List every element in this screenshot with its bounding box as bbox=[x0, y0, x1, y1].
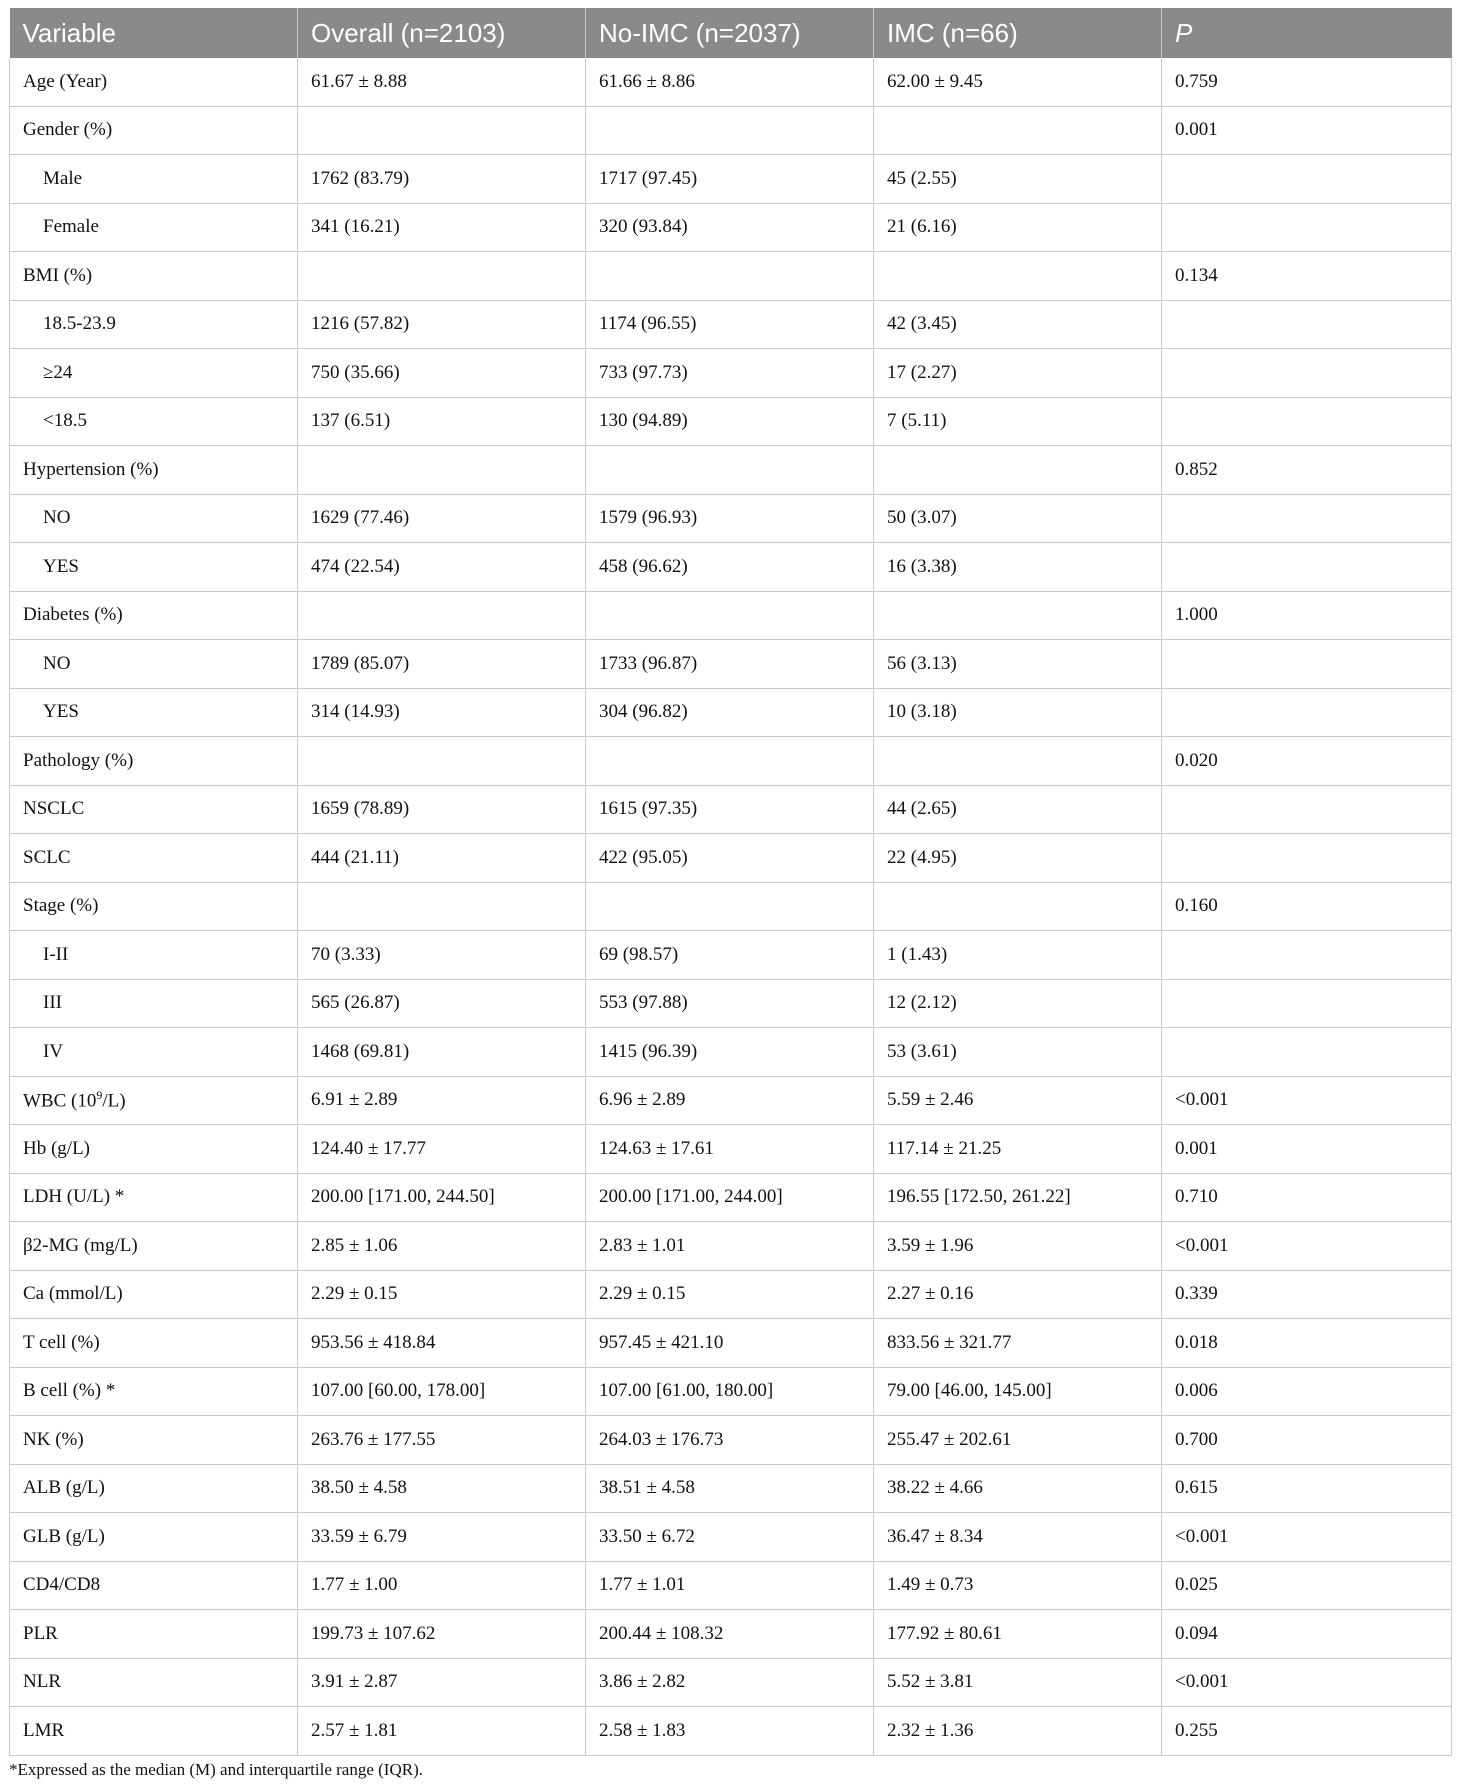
table-body bbox=[10, 58, 1452, 1755]
table-row bbox=[10, 785, 1452, 834]
cell-p-value: 0.134 bbox=[1162, 252, 1452, 301]
cell-imc: 17 (2.27) bbox=[874, 349, 1162, 398]
cell-imc: 833.56 ± 321.77 bbox=[874, 1319, 1162, 1368]
cell-overall: 1659 (78.89) bbox=[298, 785, 586, 834]
table-row bbox=[10, 1416, 1452, 1465]
table-row bbox=[10, 300, 1452, 349]
cell-p-value: 0.094 bbox=[1162, 1610, 1452, 1659]
cell-variable: NLR bbox=[10, 1658, 298, 1707]
cell-imc: 12 (2.12) bbox=[874, 979, 1162, 1028]
cell-imc: 7 (5.11) bbox=[874, 397, 1162, 446]
variable-unit-suffix: /L) bbox=[102, 1090, 126, 1112]
table-row bbox=[10, 58, 1452, 106]
cell-overall: 38.50 ± 4.58 bbox=[298, 1464, 586, 1513]
cell-overall: 1468 (69.81) bbox=[298, 1028, 586, 1077]
table-row bbox=[10, 737, 1452, 786]
cell-imc bbox=[874, 591, 1162, 640]
table-row bbox=[10, 252, 1452, 301]
table-row bbox=[10, 1076, 1452, 1125]
cell-p-value: 0.001 bbox=[1162, 1125, 1452, 1174]
cell-no-imc: 553 (97.88) bbox=[586, 979, 874, 1028]
cell-no-imc: 1733 (96.87) bbox=[586, 640, 874, 689]
cell-imc: 255.47 ± 202.61 bbox=[874, 1416, 1162, 1465]
cell-variable: Gender (%) bbox=[10, 106, 298, 155]
cell-imc bbox=[874, 737, 1162, 786]
cell-imc: 5.59 ± 2.46 bbox=[874, 1076, 1162, 1125]
cell-overall: 953.56 ± 418.84 bbox=[298, 1319, 586, 1368]
table-row bbox=[10, 155, 1452, 204]
cell-no-imc bbox=[586, 106, 874, 155]
header-p-value: P bbox=[1175, 17, 1193, 48]
cell-variable: NK (%) bbox=[10, 1416, 298, 1465]
cell-no-imc: 458 (96.62) bbox=[586, 543, 874, 592]
cell-variable: B cell (%) * bbox=[10, 1367, 298, 1416]
cell-overall: 124.40 ± 17.77 bbox=[298, 1125, 586, 1174]
cell-overall: 341 (16.21) bbox=[298, 203, 586, 252]
cell-imc: 62.00 ± 9.45 bbox=[874, 58, 1162, 106]
cell-overall bbox=[298, 591, 586, 640]
table-row bbox=[10, 1367, 1452, 1416]
cell-variable: BMI (%) bbox=[10, 252, 298, 301]
cell-p-value bbox=[1162, 640, 1452, 689]
cell-no-imc: 124.63 ± 17.61 bbox=[586, 1125, 874, 1174]
cell-imc: 2.32 ± 1.36 bbox=[874, 1707, 1162, 1756]
cell-p-value: 0.700 bbox=[1162, 1416, 1452, 1465]
cell-p-value: 0.710 bbox=[1162, 1173, 1452, 1222]
cell-overall: 200.00 [171.00, 244.50] bbox=[298, 1173, 586, 1222]
cell-overall: 444 (21.11) bbox=[298, 834, 586, 883]
table-row bbox=[10, 931, 1452, 980]
cell-imc bbox=[874, 106, 1162, 155]
table-row bbox=[10, 494, 1452, 543]
cell-overall: 33.59 ± 6.79 bbox=[298, 1513, 586, 1562]
cell-no-imc: 3.86 ± 2.82 bbox=[586, 1658, 874, 1707]
cell-p-value: <0.001 bbox=[1162, 1658, 1452, 1707]
cell-variable: Diabetes (%) bbox=[10, 591, 298, 640]
cell-imc: 45 (2.55) bbox=[874, 155, 1162, 204]
cell-overall: 6.91 ± 2.89 bbox=[298, 1076, 586, 1125]
cell-no-imc: 1717 (97.45) bbox=[586, 155, 874, 204]
cell-no-imc: 264.03 ± 176.73 bbox=[586, 1416, 874, 1465]
table-row bbox=[10, 1125, 1452, 1174]
cell-variable: GLB (g/L) bbox=[10, 1513, 298, 1562]
cell-no-imc: 2.29 ± 0.15 bbox=[586, 1270, 874, 1319]
cell-overall: 1629 (77.46) bbox=[298, 494, 586, 543]
table-row bbox=[10, 640, 1452, 689]
cell-variable: NSCLC bbox=[10, 785, 298, 834]
cell-imc: 2.27 ± 0.16 bbox=[874, 1270, 1162, 1319]
cell-overall: 1762 (83.79) bbox=[298, 155, 586, 204]
cell-p-value: 0.006 bbox=[1162, 1367, 1452, 1416]
table-row bbox=[10, 1561, 1452, 1610]
table-footnote: *Expressed as the median (M) and interquartile range (IQR). bbox=[9, 1760, 423, 1779]
cell-overall: 3.91 ± 2.87 bbox=[298, 1658, 586, 1707]
cell-imc: 5.52 ± 3.81 bbox=[874, 1658, 1162, 1707]
cell-imc: 36.47 ± 8.34 bbox=[874, 1513, 1162, 1562]
header-variable: Variable bbox=[10, 8, 298, 58]
table-row bbox=[10, 1464, 1452, 1513]
table-row bbox=[10, 979, 1452, 1028]
cell-p-value bbox=[1162, 931, 1452, 980]
table-row bbox=[10, 688, 1452, 737]
cell-overall bbox=[298, 737, 586, 786]
cell-variable: ALB (g/L) bbox=[10, 1464, 298, 1513]
cell-imc: 56 (3.13) bbox=[874, 640, 1162, 689]
cell-no-imc: 733 (97.73) bbox=[586, 349, 874, 398]
cell-overall bbox=[298, 446, 586, 495]
table-row bbox=[10, 446, 1452, 495]
characteristics-table bbox=[9, 8, 1452, 1756]
cell-imc: 22 (4.95) bbox=[874, 834, 1162, 883]
cell-variable: NO bbox=[10, 494, 298, 543]
cell-p-value bbox=[1162, 688, 1452, 737]
cell-variable: Pathology (%) bbox=[10, 737, 298, 786]
cell-p-value bbox=[1162, 543, 1452, 592]
cell-no-imc: 1415 (96.39) bbox=[586, 1028, 874, 1077]
cell-imc: 177.92 ± 80.61 bbox=[874, 1610, 1162, 1659]
cell-no-imc bbox=[586, 591, 874, 640]
cell-p-value bbox=[1162, 155, 1452, 204]
table-row bbox=[10, 1270, 1452, 1319]
header-overall: Overall (n=2103) bbox=[298, 8, 586, 58]
cell-p-value: 0.759 bbox=[1162, 58, 1452, 106]
cell-variable: LMR bbox=[10, 1707, 298, 1756]
cell-no-imc bbox=[586, 882, 874, 931]
table-row bbox=[10, 543, 1452, 592]
cell-imc: 50 (3.07) bbox=[874, 494, 1162, 543]
cell-variable: YES bbox=[10, 543, 298, 592]
cell-overall: 314 (14.93) bbox=[298, 688, 586, 737]
cell-overall: 107.00 [60.00, 178.00] bbox=[298, 1367, 586, 1416]
cell-imc: 1 (1.43) bbox=[874, 931, 1162, 980]
cell-imc: 16 (3.38) bbox=[874, 543, 1162, 592]
cell-no-imc: 2.83 ± 1.01 bbox=[586, 1222, 874, 1271]
cell-overall: 1216 (57.82) bbox=[298, 300, 586, 349]
table-row bbox=[10, 349, 1452, 398]
cell-no-imc: 200.44 ± 108.32 bbox=[586, 1610, 874, 1659]
cell-p-value bbox=[1162, 300, 1452, 349]
cell-no-imc: 38.51 ± 4.58 bbox=[586, 1464, 874, 1513]
cell-no-imc: 320 (93.84) bbox=[586, 203, 874, 252]
cell-no-imc: 61.66 ± 8.86 bbox=[586, 58, 874, 106]
cell-p-value bbox=[1162, 1028, 1452, 1077]
cell-variable: SCLC bbox=[10, 834, 298, 883]
cell-imc: 44 (2.65) bbox=[874, 785, 1162, 834]
cell-p-value: 0.018 bbox=[1162, 1319, 1452, 1368]
cell-overall: 1789 (85.07) bbox=[298, 640, 586, 689]
cell-imc: 3.59 ± 1.96 bbox=[874, 1222, 1162, 1271]
cell-no-imc: 957.45 ± 421.10 bbox=[586, 1319, 874, 1368]
cell-variable: NO bbox=[10, 640, 298, 689]
cell-no-imc: 1174 (96.55) bbox=[586, 300, 874, 349]
cell-overall: 263.76 ± 177.55 bbox=[298, 1416, 586, 1465]
cell-imc bbox=[874, 446, 1162, 495]
cell-variable: T cell (%) bbox=[10, 1319, 298, 1368]
cell-variable: Female bbox=[10, 203, 298, 252]
table-row bbox=[10, 834, 1452, 883]
cell-overall: 2.57 ± 1.81 bbox=[298, 1707, 586, 1756]
variable-label: WBC (10 bbox=[23, 1090, 97, 1112]
cell-no-imc: 1615 (97.35) bbox=[586, 785, 874, 834]
cell-imc: 21 (6.16) bbox=[874, 203, 1162, 252]
cell-p-value: 0.339 bbox=[1162, 1270, 1452, 1319]
cell-no-imc: 422 (95.05) bbox=[586, 834, 874, 883]
cell-imc: 196.55 [172.50, 261.22] bbox=[874, 1173, 1162, 1222]
table-header-row bbox=[10, 8, 1452, 58]
cell-variable: Ca (mmol/L) bbox=[10, 1270, 298, 1319]
cell-overall: 565 (26.87) bbox=[298, 979, 586, 1028]
cell-p-value: 1.000 bbox=[1162, 591, 1452, 640]
cell-p-value: 0.020 bbox=[1162, 737, 1452, 786]
cell-variable: 18.5-23.9 bbox=[10, 300, 298, 349]
cell-p-value: <0.001 bbox=[1162, 1076, 1452, 1125]
table-row bbox=[10, 1707, 1452, 1756]
cell-no-imc: 130 (94.89) bbox=[586, 397, 874, 446]
cell-p-value bbox=[1162, 349, 1452, 398]
table-row bbox=[10, 106, 1452, 155]
cell-no-imc: 107.00 [61.00, 180.00] bbox=[586, 1367, 874, 1416]
cell-variable: β2-MG (mg/L) bbox=[10, 1222, 298, 1271]
cell-variable: IV bbox=[10, 1028, 298, 1077]
cell-p-value: 0.160 bbox=[1162, 882, 1452, 931]
cell-imc: 42 (3.45) bbox=[874, 300, 1162, 349]
cell-no-imc: 33.50 ± 6.72 bbox=[586, 1513, 874, 1562]
variable-superscript: 9 bbox=[96, 1088, 103, 1103]
header-imc: IMC (n=66) bbox=[874, 8, 1162, 58]
cell-variable: Male bbox=[10, 155, 298, 204]
table-row bbox=[10, 591, 1452, 640]
cell-imc: 10 (3.18) bbox=[874, 688, 1162, 737]
cell-imc bbox=[874, 252, 1162, 301]
cell-imc bbox=[874, 882, 1162, 931]
cell-overall bbox=[298, 252, 586, 301]
cell-variable: CD4/CD8 bbox=[10, 1561, 298, 1610]
table-row bbox=[10, 1222, 1452, 1271]
cell-variable: <18.5 bbox=[10, 397, 298, 446]
cell-variable: Age (Year) bbox=[10, 58, 298, 106]
cell-overall: 61.67 ± 8.88 bbox=[298, 58, 586, 106]
cell-p-value bbox=[1162, 203, 1452, 252]
cell-no-imc bbox=[586, 252, 874, 301]
cell-p-value: 0.852 bbox=[1162, 446, 1452, 495]
cell-no-imc: 6.96 ± 2.89 bbox=[586, 1076, 874, 1125]
table-row bbox=[10, 1173, 1452, 1222]
table-row bbox=[10, 1319, 1452, 1368]
cell-no-imc: 69 (98.57) bbox=[586, 931, 874, 980]
cell-overall: 750 (35.66) bbox=[298, 349, 586, 398]
cell-variable: Stage (%) bbox=[10, 882, 298, 931]
cell-p-value bbox=[1162, 397, 1452, 446]
cell-variable: Hypertension (%) bbox=[10, 446, 298, 495]
cell-p-value: 0.025 bbox=[1162, 1561, 1452, 1610]
table-row bbox=[10, 1610, 1452, 1659]
cell-variable: III bbox=[10, 979, 298, 1028]
cell-overall: 137 (6.51) bbox=[298, 397, 586, 446]
cell-variable: LDH (U/L) * bbox=[10, 1173, 298, 1222]
cell-imc: 38.22 ± 4.66 bbox=[874, 1464, 1162, 1513]
cell-overall: 2.85 ± 1.06 bbox=[298, 1222, 586, 1271]
cell-variable: PLR bbox=[10, 1610, 298, 1659]
cell-imc: 79.00 [46.00, 145.00] bbox=[874, 1367, 1162, 1416]
table-row bbox=[10, 397, 1452, 446]
cell-imc: 117.14 ± 21.25 bbox=[874, 1125, 1162, 1174]
cell-variable: I-II bbox=[10, 931, 298, 980]
cell-overall bbox=[298, 106, 586, 155]
data-table-container bbox=[9, 8, 1451, 1756]
cell-no-imc bbox=[586, 737, 874, 786]
cell-p-value bbox=[1162, 494, 1452, 543]
cell-p-value bbox=[1162, 834, 1452, 883]
cell-no-imc: 304 (96.82) bbox=[586, 688, 874, 737]
cell-p-value bbox=[1162, 785, 1452, 834]
cell-imc: 53 (3.61) bbox=[874, 1028, 1162, 1077]
cell-no-imc: 200.00 [171.00, 244.00] bbox=[586, 1173, 874, 1222]
cell-overall bbox=[298, 882, 586, 931]
cell-no-imc: 1.77 ± 1.01 bbox=[586, 1561, 874, 1610]
cell-no-imc bbox=[586, 446, 874, 495]
cell-overall: 70 (3.33) bbox=[298, 931, 586, 980]
cell-variable: YES bbox=[10, 688, 298, 737]
cell-p-value bbox=[1162, 979, 1452, 1028]
cell-p-value: 0.615 bbox=[1162, 1464, 1452, 1513]
table-row bbox=[10, 1658, 1452, 1707]
cell-p-value: <0.001 bbox=[1162, 1222, 1452, 1271]
cell-imc: 1.49 ± 0.73 bbox=[874, 1561, 1162, 1610]
cell-no-imc: 1579 (96.93) bbox=[586, 494, 874, 543]
table-row bbox=[10, 203, 1452, 252]
cell-overall: 199.73 ± 107.62 bbox=[298, 1610, 586, 1659]
cell-p-value: 0.001 bbox=[1162, 106, 1452, 155]
cell-no-imc: 2.58 ± 1.83 bbox=[586, 1707, 874, 1756]
table-row bbox=[10, 1028, 1452, 1077]
cell-overall: 2.29 ± 0.15 bbox=[298, 1270, 586, 1319]
cell-overall: 1.77 ± 1.00 bbox=[298, 1561, 586, 1610]
cell-variable: ≥24 bbox=[10, 349, 298, 398]
cell-p-value: <0.001 bbox=[1162, 1513, 1452, 1562]
cell-overall: 474 (22.54) bbox=[298, 543, 586, 592]
cell-variable: Hb (g/L) bbox=[10, 1125, 298, 1174]
table-row bbox=[10, 882, 1452, 931]
header-no-imc: No-IMC (n=2037) bbox=[586, 8, 874, 58]
table-row bbox=[10, 1513, 1452, 1562]
cell-p-value: 0.255 bbox=[1162, 1707, 1452, 1756]
cell-variable bbox=[10, 1076, 298, 1125]
